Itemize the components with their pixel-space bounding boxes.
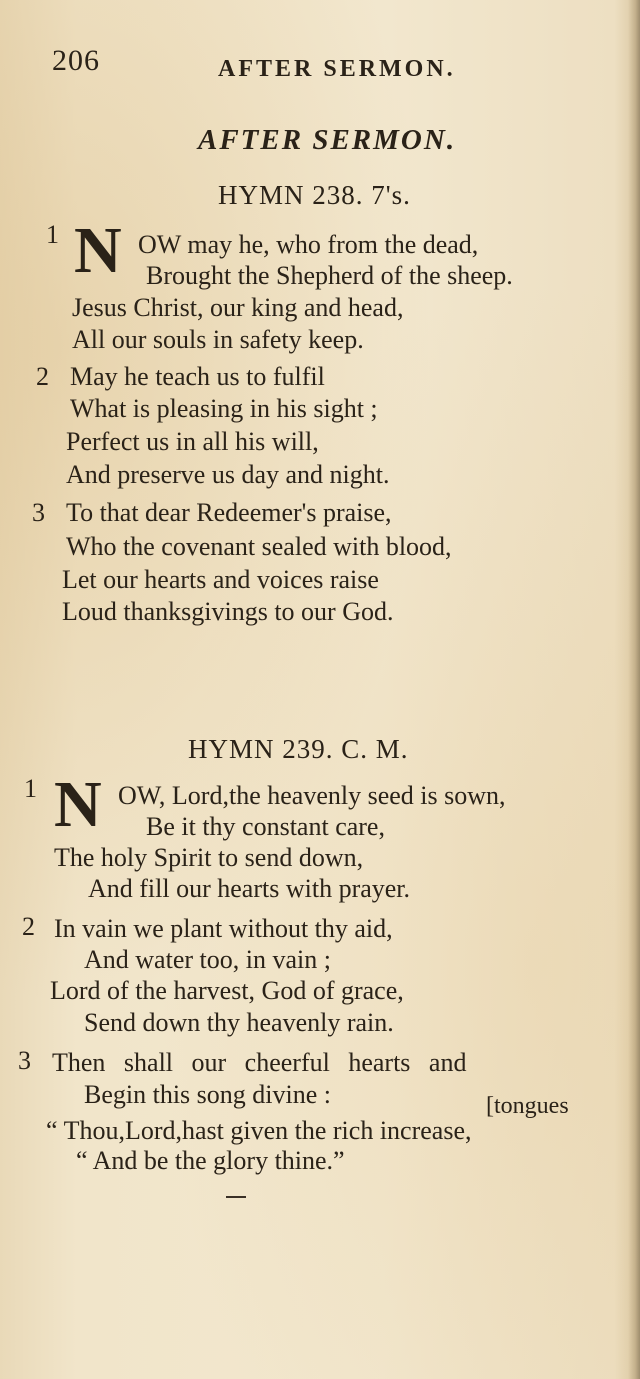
hymn-238-verse-2-number: 2	[36, 362, 49, 391]
hymn-238-verse-3-line-1: To that dear Redeemer's praise,	[66, 498, 392, 527]
page-edge-shadow	[628, 0, 640, 1379]
hymn-238-verse-3-line-4: Loud thanksgivings to our God.	[62, 597, 394, 626]
hymn-239-verse-2-number: 2	[22, 912, 35, 941]
section-title: AFTER SERMON.	[198, 124, 457, 156]
hymn-238-verse-3-number: 3	[32, 498, 45, 527]
hymn-239-dropcap: N	[54, 768, 102, 841]
hymn-239-title: HYMN 239. C. M.	[188, 734, 409, 764]
hymn-238-verse-1-line-1: OW may he, who from the dead,	[138, 230, 479, 259]
hymn-239-verse-3-line-2: Begin this song divine :	[84, 1080, 331, 1109]
hymn-238-verse-2-line-4: And preserve us day and night.	[66, 460, 390, 489]
hymn-239-turnover-word: [tongues	[486, 1093, 569, 1119]
hymn-238-title: HYMN 238. 7's.	[218, 180, 411, 210]
hymn-239-verse-2-line-3: Lord of the harvest, God of grace,	[50, 976, 404, 1005]
hymn-239-verse-1-line-1: OW, Lord,the heavenly seed is sown,	[118, 781, 506, 810]
hymn-238-verse-1-number: 1	[46, 220, 59, 249]
hymn-238-verse-2-line-3: Perfect us in all his will,	[66, 427, 319, 456]
hymn-239-verse-3-line-1: Then shall our cheerful hearts and	[52, 1048, 467, 1077]
hymn-238-verse-1-line-3: Jesus Christ, our king and head,	[72, 293, 404, 322]
hymn-238-verse-2-line-1: May he teach us to fulfil	[70, 362, 325, 391]
end-rule	[226, 1196, 246, 1198]
hymn-238-verse-3-line-3: Let our hearts and voices raise	[62, 565, 379, 594]
hymn-239-verse-2-line-1: In vain we plant without thy aid,	[54, 914, 393, 943]
hymn-239-verse-3-line-3: “ Thou,Lord,hast given the rich increase,	[46, 1116, 472, 1145]
hymn-239-verse-1-line-4: And fill our hearts with prayer.	[88, 874, 411, 903]
page-number: 206	[52, 44, 100, 77]
hymn-238-verse-3-line-2: Who the covenant sealed with blood,	[66, 532, 452, 561]
running-head: AFTER SERMON.	[218, 56, 456, 82]
hymn-238-verse-1-line-4: All our souls in safety keep.	[72, 325, 364, 354]
hymn-239-verse-1-line-2: Be it thy constant care,	[146, 812, 385, 841]
hymn-239-verse-1-number: 1	[24, 774, 37, 803]
hymn-239-verse-2-line-4: Send down thy heavenly rain.	[84, 1008, 394, 1037]
hymn-239-verse-1-line-3: The holy Spirit to send down,	[54, 843, 364, 872]
hymn-238-verse-1-line-2: Brought the Shepherd of the sheep.	[146, 261, 513, 290]
hymn-239-verse-3-line-4: “ And be the glory thine.”	[76, 1146, 345, 1175]
hymn-239-verse-3-number: 3	[18, 1046, 31, 1075]
hymn-238-dropcap: N	[74, 214, 122, 287]
hymn-239-verse-2-line-2: And water too, in vain ;	[84, 945, 331, 974]
hymn-238-verse-2-line-2: What is pleasing in his sight ;	[70, 394, 378, 423]
